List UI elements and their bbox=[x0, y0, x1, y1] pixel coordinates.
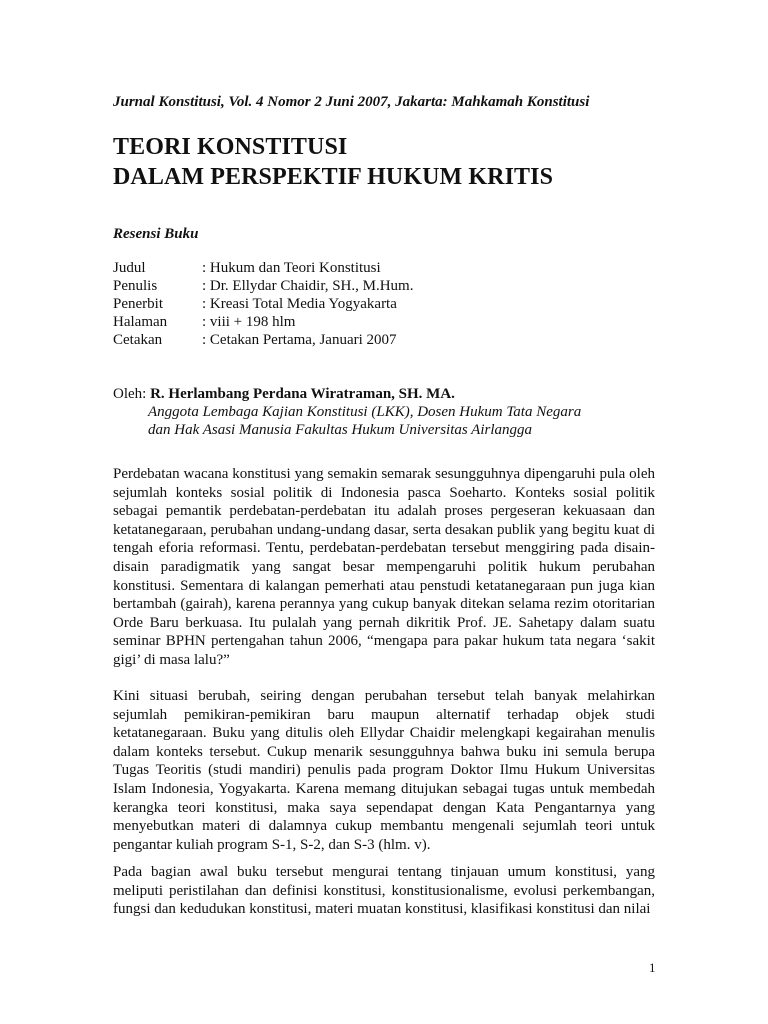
book-info-row bbox=[113, 331, 673, 349]
book-info-table bbox=[113, 259, 673, 349]
book-info-value: : Cetakan Pertama, Januari 2007 bbox=[202, 332, 397, 348]
author-prefix: Oleh: bbox=[113, 386, 151, 402]
title-line-1: TEORI KONSTITUSI bbox=[113, 134, 348, 160]
book-info-value: : Hukum dan Teori Konstitusi bbox=[202, 260, 381, 276]
book-info-row bbox=[113, 313, 673, 331]
book-info-key: Penulis bbox=[113, 278, 158, 294]
book-info-key: Halaman bbox=[113, 314, 168, 330]
body-paragraph-1: Perdebatan wacana konstitusi yang semakin semarak sesungguhnya dipengaruhi pula oleh sejumlah konteks sosial politik di Indonesia pasca Soeharto. Konteks sosial politik sebagai pemantik perdebatan-perdebatan itu adalah proses pergeseran kekuasaan dan ketatanegaraan, perubahan undang-undang dasar, serta desakan publik yang begitu kuat di tengah eforia reformasi. Tentu, perdebatan-perdebatan tersebut menggiring pada disain-disain paradigmatik yang sangat besar mempengaruhi politik hukum perubahan konstitusi. Sementara di kalangan pemerhati atau penstudi ketatanegaraan pun juga kian bertambah (gairah), karena perannya yang cukup banyak ditekan selama rezim otoritarian Orde Baru berkuasa. Itu pulalah yang pernah dikritik Prof. JE. Sahetapy dalam suatu seminar BPHN pertengahan tahun 2006, “mengapa para pakar hukum tata negara ‘sakit gigi’ di masa lalu?” bbox=[113, 466, 655, 668]
book-info-value: : Dr. Ellydar Chaidir, SH., M.Hum. bbox=[202, 278, 414, 294]
author-block bbox=[113, 385, 673, 439]
author-affiliation-line-2: dan Hak Asasi Manusia Fakultas Hukum Universitas Airlangga bbox=[148, 422, 533, 438]
book-info-row bbox=[113, 259, 673, 277]
page-number: 1 bbox=[649, 960, 656, 975]
book-info-key: Judul bbox=[113, 260, 146, 276]
journal-reference: Jurnal Konstitusi, Vol. 4 Nomor 2 Juni 2007, Jakarta: Mahkamah Konstitusi bbox=[113, 94, 590, 110]
book-info-value: : Kreasi Total Media Yogyakarta bbox=[202, 296, 397, 312]
body-paragraph-3: Pada bagian awal buku tersebut mengurai tentang tinjauan umum konstitusi, yang meliputi peristilahan dan definisi konstitusi, konstitusionalisme, evolusi perkembangan, fungsi dan kedudukan konstitusi, materi muatan konstitusi, klasifikasi konstitusi dan nilai bbox=[113, 864, 655, 918]
book-info-row bbox=[113, 295, 673, 313]
book-info-value: : viii + 198 hlm bbox=[202, 314, 296, 330]
author-name: R. Herlambang Perdana Wiratraman, SH. MA. bbox=[150, 386, 455, 402]
article-title bbox=[113, 132, 673, 192]
book-info-key: Penerbit bbox=[113, 296, 163, 312]
title-line-2: DALAM PERSPEKTIF HUKUM KRITIS bbox=[113, 164, 554, 190]
author-affiliation-line-1: Anggota Lembaga Kajian Konstitusi (LKK), Dosen Hukum Tata Negara bbox=[148, 404, 582, 420]
book-info-row bbox=[113, 277, 673, 295]
book-info-key: Cetakan bbox=[113, 332, 163, 348]
author-line bbox=[113, 385, 673, 403]
review-label: Resensi Buku bbox=[113, 226, 199, 242]
body-paragraph-2: Kini situasi berubah, seiring dengan perubahan tersebut telah banyak melahirkan sejumlah pemikiran-pemikiran baru maupun alternatif terhadap objek studi ketatanegaraan. Buku yang ditulis oleh Ellydar Chaidir melengkapi kegairahan menulis dalam konteks tersebut. Cukup menarik sesungguhnya bahwa buku ini semula berupa Tugas Teoritis (studi mandiri) penulis pada program Doktor Ilmu Hukum Universitas Islam Indonesia, Yogyakarta. Karena memang ditujukan sebagai tugas untuk membedah kerangka teori konstitusi, maka saya sependapat dengan Kata Pengantarnya yang menyebutkan materi di dalamnya cukup membantu mengenali sejumlah teori untuk pengantar kuliah program S-1, S-2, dan S-3 (hlm. v). bbox=[113, 688, 655, 853]
